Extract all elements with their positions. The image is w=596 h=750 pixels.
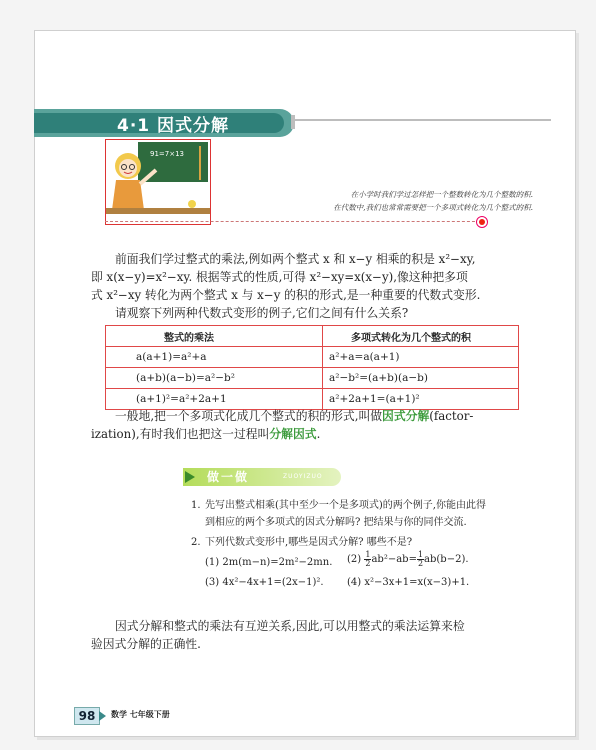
activity-arrow-icon	[185, 471, 195, 483]
paragraph-line: 因式分解和整式的乘法有互逆关系,因此,可以用整式的乘法运算来检	[115, 619, 465, 633]
paragraph-line	[91, 425, 547, 443]
item-equation: ab²−ab=	[371, 554, 417, 565]
section-rule-cap	[291, 115, 295, 129]
item-equation-tail: ab(b−2).	[424, 554, 469, 565]
section-title: 4·1 因式分解	[117, 116, 230, 136]
table-cell: a²−b²=(a+b)(a−b)	[323, 368, 519, 389]
table-cell: a²+2a+1=(a+1)²	[323, 389, 519, 410]
activity-subtitle: ZUOYIZUO	[283, 473, 323, 480]
fraction-numerator: 1	[365, 550, 371, 559]
section-rule	[295, 119, 551, 121]
item-label: (2)	[347, 554, 362, 565]
question-line: 到相应的两个多项式的因式分解吗? 把结果与你的同伴交流.	[205, 517, 467, 528]
question-2-item-3: (3) 4x²−4x+1=(2x−1)².	[205, 577, 324, 588]
closing-paragraph	[91, 617, 547, 653]
comparison-table	[105, 325, 519, 410]
definition-text: 一般地,把一个多项式化成几个整式的积的形式,叫做	[115, 409, 383, 423]
paragraph-line: 请观察下列两种代数式变形的例子,它们之间有什么关系?	[115, 306, 409, 320]
definition-text: (factor-	[429, 409, 474, 423]
table-header: 整式的乘法	[106, 326, 323, 347]
question-2-item-4: (4) x²−3x+1=x(x−3)+1.	[347, 577, 470, 588]
term-factoring: 分解因式	[269, 427, 317, 441]
definition-text: .	[316, 427, 321, 441]
blackboard-equation: 91=7×13	[150, 150, 184, 158]
question-line: 先写出整式相乘(其中至少一个是多项式)的两个例子,你能由此得	[205, 500, 486, 511]
paragraph-line	[91, 407, 547, 425]
fraction-denominator: 2	[417, 559, 424, 568]
table-cell: (a+b)(a−b)=a²−b²	[106, 368, 323, 389]
teacher-illustration	[105, 139, 211, 225]
fraction-denominator: 2	[365, 559, 371, 568]
paragraph-line: 验因式分解的正确性.	[91, 637, 201, 651]
table-header: 多项式转化为几个整式的积	[323, 326, 519, 347]
question-2-item-1: (1) 2m(m−n)=2m²−2mn.	[205, 557, 333, 568]
paragraph-line: 前面我们学过整式的乘法,例如两个整式 x 和 x−y 相乘的积是 x²−xy,	[115, 252, 476, 266]
intro-line-2: 在代数中,我们也常常需要把一个多项式转化为几个整式的积.	[333, 203, 533, 212]
paragraph-line: 式 x²−xy 转化为两个整式 x 与 x−y 的积的形式,是一种重要的代数式变形.	[91, 288, 481, 302]
divider-dot-center	[479, 219, 485, 225]
paragraph-line: 即 x(x−y)=x²−xy. 根据等式的性质,可得 x²−xy=x(x−y),像这种把多项	[91, 270, 468, 284]
table-cell: a(a+1)=a²+a	[106, 347, 323, 368]
term-factorization: 因式分解	[382, 409, 430, 423]
question-1-text	[205, 497, 486, 531]
page-arrow-icon	[99, 711, 106, 721]
table-row	[106, 368, 519, 389]
fraction-half	[417, 551, 424, 568]
definition-text: ization),有时我们也把这一过程叫	[91, 427, 270, 441]
table-header-row	[106, 326, 519, 347]
question-2-text: 下列代数式变形中,哪些是因式分解? 哪些不是?	[205, 537, 413, 548]
book-title: 数学 七年级下册	[111, 710, 170, 719]
definition-paragraph	[91, 407, 547, 443]
table-row	[106, 347, 519, 368]
table-cell: a²+a=a(a+1)	[323, 347, 519, 368]
fraction-numerator: 1	[417, 550, 424, 559]
table-cell: (a+1)²=a²+2a+1	[106, 389, 323, 410]
intro-line-1: 在小学时我们学过怎样把一个整数转化为几个整数的积.	[350, 190, 533, 199]
page-number: 98	[74, 707, 100, 725]
intro-paragraph	[91, 250, 547, 322]
intro-note	[233, 188, 533, 214]
question-2-item-2	[347, 551, 469, 568]
activity-title: 做一做	[207, 470, 250, 484]
question-1-number: 1.	[191, 500, 201, 511]
intro-divider	[105, 221, 485, 222]
teacher-drawing	[106, 140, 210, 224]
question-2-number: 2.	[191, 537, 201, 548]
textbook-page	[34, 30, 576, 737]
